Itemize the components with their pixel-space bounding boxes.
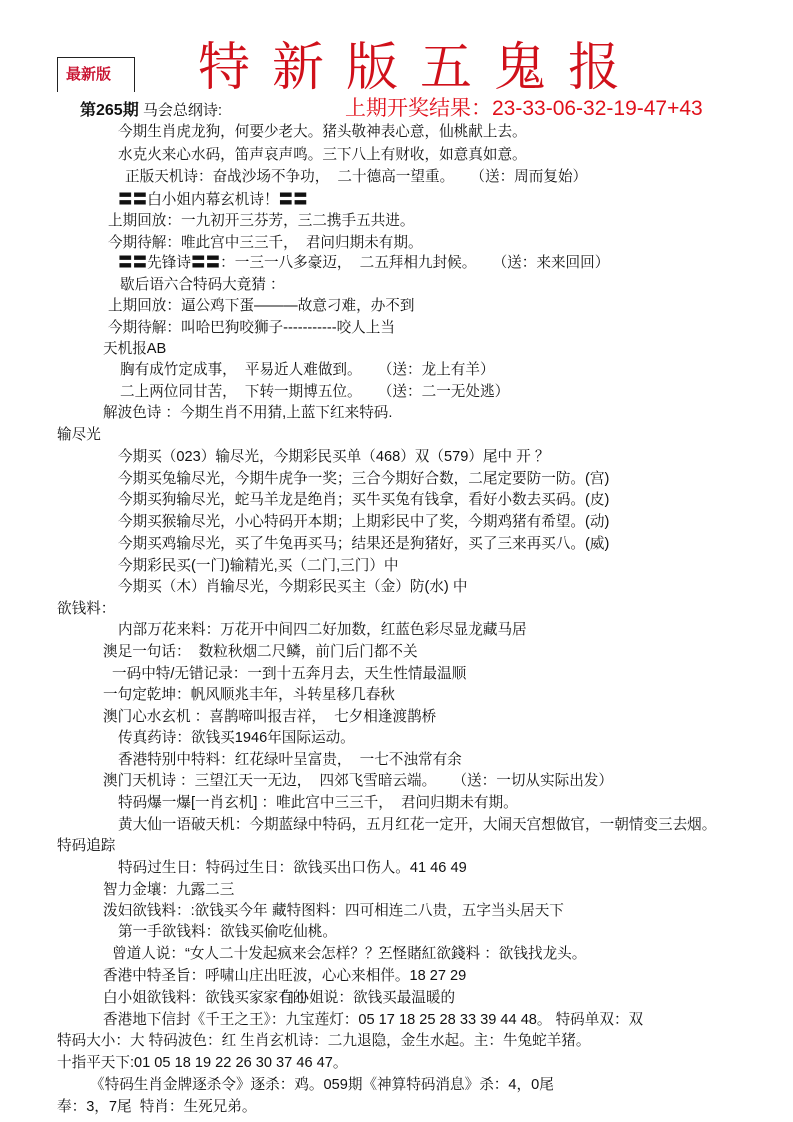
- text-line: 曾道人说：“女人二十发起疯来会怎样？？？”: [112, 946, 400, 962]
- text-line: 奉：3，7尾 特肖：生死兄弟。: [57, 1099, 257, 1115]
- text-line: 今期买（木）肖输尽光，今期彩民买主（金）防(水) 中: [118, 579, 468, 595]
- section-heading: 欲钱料：: [57, 601, 116, 617]
- issue-heading: [80, 97, 222, 120]
- last-draw-result: 上期开奖结果：23-33-06-32-19-47+43: [345, 97, 703, 120]
- text-line: 传真药诗：欲钱买1946年国际运动。: [118, 730, 355, 746]
- text-line: 澳门心水玄机 ：喜鹊啼叫报吉祥， 七夕相逢渡鹊桥: [103, 709, 437, 725]
- text-line: 澳足一句话： 数粒秋烟二尺鳞，前门后门都不关: [103, 644, 418, 660]
- section-heading: 〓〓白小姐内幕玄机诗！〓〓: [118, 192, 308, 208]
- text-line: 香港特别中特料：红花绿叶呈富贵， 一七不浊常有余: [118, 752, 462, 768]
- text-line: 上期回放：逼公鸡下蛋———故意刁难，办不到: [108, 298, 415, 314]
- text-line: 今期彩民买(一门)输精光,买（二门,三门）中: [118, 558, 399, 574]
- text-line: 上期回放：一九初开三芬芳，三二携手五共进。: [108, 213, 415, 229]
- text-line: 香港地下信封《千王之王》：九宝莲灯：05 17 18 25 28 33 39 44 48。 特码单双：双: [103, 1012, 644, 1028]
- text-line: 第一手欲钱料：欲钱买偷吃仙桃。: [118, 924, 337, 940]
- text-line: 今期买鸡输尽光，买了牛兔再买马；结果还是狗猪好，买了三来再买八。(威): [118, 536, 610, 552]
- latest-edition-badge: [57, 57, 135, 92]
- section-heading: 歇后语六合特码大竟猜 ：: [120, 277, 285, 293]
- text-line: 白小姐说：欲钱买最温暖的: [280, 990, 456, 1006]
- text-line: 一码中特/无错记录：一到十五奔月去，天生性情最温顺: [112, 666, 467, 682]
- section-heading: 输尽光: [57, 427, 101, 443]
- text-line: 香港中特圣旨：呼啸山庄出旺波，心心来相伴。18 27 29: [103, 968, 467, 984]
- issue-number: 第265期: [80, 102, 139, 119]
- text-line: 特码过生日：特码过生日：欲钱买出口伤人。41 46 49: [118, 860, 467, 876]
- text-line: 胸有成竹定成事， 平易近人难做到。 （送：龙上有羊）: [120, 362, 495, 378]
- text-line: 三怪賭紅欲錢料 ：欲钱找龙头。: [378, 946, 587, 962]
- text-line: 泼妇欲钱料：:欲钱买今年: [103, 903, 268, 919]
- issue-subtitle: 马会总纲诗:: [142, 102, 223, 119]
- text-line: 正版天机诗：奋战沙场不争功， 二十德高一望重。 （送：周而复始）: [125, 169, 588, 185]
- text-line: 特码大小：大 特码波色：红 生肖玄机诗：二九退隐，金生水起。主：牛兔蛇羊猪。: [57, 1033, 591, 1049]
- text-line: 《特码生肖金牌逐杀令》逐杀：鸡。059期《神算特码消息》杀：4，0尾: [90, 1077, 554, 1093]
- text-line: 今期买猴输尽光，小心特码开本期；上期彩民中了奖，今期鸡猪有希望。(动): [118, 514, 610, 530]
- text-line: 今期买（023）输尽光，今期彩民买单（468）双（579）尾中 开 ？: [118, 449, 550, 465]
- text-line: 二上两位同甘苦， 下转一期博五位。 （送：二一无处逃）: [120, 384, 510, 400]
- text-line: 十指平天下:01 05 18 19 22 26 30 37 46 47。: [57, 1055, 348, 1071]
- section-heading: 天机报AB: [103, 341, 167, 357]
- text-line: 特码爆一爆[一肖玄机] ：唯此宫中三三千， 君问归期未有期。: [118, 795, 518, 811]
- text-line: 〓〓先锋诗〓〓：一三一八多豪迈， 二五拜相九封候。 （送：来来回回）: [118, 255, 610, 271]
- page-title: 特新版五鬼报: [198, 38, 643, 98]
- text-line: 今期待解：唯此宫中三三千， 君问归期未有期。: [108, 235, 423, 251]
- text-line: 今期买兔输尽光，今期牛虎争一奖；三合今期好合数，二尾定要防一防。(宫): [118, 471, 610, 487]
- text-line: 解波色诗 ：今期生肖不用猜,上蓝下红来特码.: [103, 405, 393, 421]
- text-line: 一句定乾坤：帆风顺兆丰年，斗转星移几春秋: [103, 687, 395, 703]
- section-heading: 特码追踪: [57, 838, 116, 854]
- text-line: 内部万花来料：万花开中间四二好加数，红蓝色彩尽显龙藏马居: [118, 622, 527, 638]
- text-line: 今期待解：叫哈巴狗咬狮子-----------咬人上当: [108, 320, 395, 336]
- text-line: 澳门天机诗 ：三望江天一无边， 四郊飞雪暗云端。 （送：一切从实际出发）: [103, 773, 613, 789]
- text-line: 水克火来心水码，笛声哀声鸣。三下八上有财收，如意真如意。: [118, 147, 527, 163]
- text-line: 今期生肖虎龙狗，何要少老大。猪头敬神表心意，仙桃献上去。: [118, 124, 527, 140]
- text-line: 智力金壤：九露二三: [103, 882, 235, 898]
- text-line: 藏特图料：四可相连二八贵，五字当头居天下: [272, 903, 564, 919]
- text-line: 今期买狗输尽光，蛇马羊龙是绝肖；买牛买兔有钱拿，看好小数去买码。(皮): [118, 492, 610, 508]
- badge-label: 最新版: [66, 66, 112, 83]
- text-line: 白小姐欲钱料：欲钱买家家有的: [103, 990, 308, 1006]
- text-line: 黄大仙一语破天机：今期蓝绿中特码，五月红花一定开，大闹天宫想做官，一朝情变三去烟。: [118, 817, 717, 833]
